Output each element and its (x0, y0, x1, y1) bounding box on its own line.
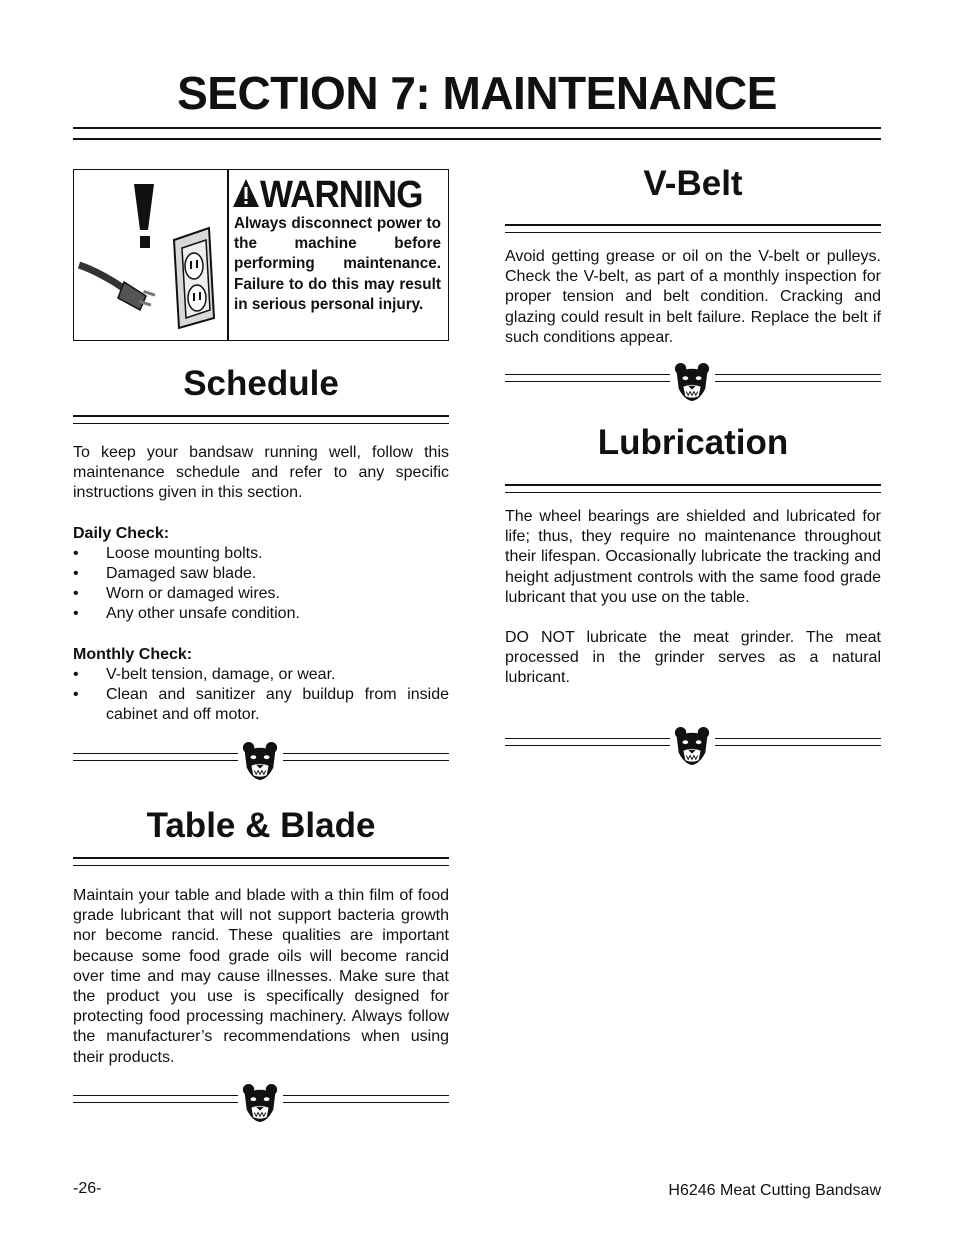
plug-outlet-illustration (74, 170, 227, 340)
bear-logo-icon (673, 726, 711, 766)
bear-divider (73, 744, 449, 774)
bear-logo-icon (241, 741, 279, 781)
vbelt-text: Avoid getting grease or oil on the V-belt or pulleys. Check the V-belt, as part of a monthly inspection for proper tension and belt condition. Cracking and glazing could result in belt failure. Replace the belt if such conditions appear. (505, 248, 881, 346)
lubrication-rule (505, 484, 881, 493)
lubrication-body (505, 507, 881, 689)
warning-heading (232, 172, 447, 216)
lubrication-text-1: The wheel bearings are shielded and lubricated for life; thus, they require no maintenance throughout their lifespan. Occasionally lubricate the tracking and height adjustment controls with the same food grade lubricant that you use on the table. (505, 508, 881, 606)
title-rule (73, 127, 881, 140)
warning-text: Always disconnect power to the machine before performing maintenance. Failure to do this may result in serious personal injury. (234, 215, 441, 313)
schedule-rule (73, 415, 449, 424)
list-item: • Worn or damaged wires. (73, 584, 449, 604)
vbelt-heading: V-Belt (643, 164, 743, 203)
bear-logo-icon (241, 1083, 279, 1123)
vbelt-rule (505, 224, 881, 233)
warning-divider (227, 170, 229, 340)
bear-divider (73, 1086, 449, 1116)
page-number: -26- (73, 1180, 102, 1197)
daily-check-list (73, 544, 449, 625)
bear-logo-icon (673, 362, 711, 402)
lubrication-heading: Lubrication (597, 423, 789, 462)
warning-box (73, 169, 449, 341)
schedule-heading: Schedule (183, 364, 339, 403)
lubrication-text-2: DO NOT lubricate the meat grinder. The meat processed in the grinder serves as a natural lubricant. (505, 629, 881, 687)
list-item: • Loose mounting bolts. (73, 544, 449, 564)
list-item: • V-belt tension, damage, or wear. (73, 665, 449, 685)
footer-title: H6246 Meat Cutting Bandsaw (668, 1182, 881, 1199)
list-item: • Clean and sanitizer any buildup from inside cabinet and off motor. (73, 685, 449, 725)
plug-icon (74, 170, 227, 340)
table-blade-rule (73, 857, 449, 866)
table-blade-heading: Table & Blade (146, 806, 376, 845)
schedule-intro: To keep your bandsaw running well, follow this maintenance schedule and refer to any specific instructions given in this section. (73, 444, 449, 502)
monthly-check-list (73, 665, 449, 726)
table-blade-text: Maintain your table and blade with a thin film of food grade lubricant that will not support bacteria growth nor become rancid. These qualities are important because some food grade oils will become rancid over time and may cause illnesses. Make sure that the product you use is specifically designed for protecting food processing machinery. Always follow the manufacturer’s recommendations when using their products. (73, 887, 449, 1066)
bear-divider (505, 365, 881, 395)
page-title: SECTION 7: MAINTENANCE (177, 67, 777, 119)
monthly-check-label: Monthly Check: (73, 645, 193, 663)
bear-divider (505, 729, 881, 759)
daily-check-label: Daily Check: (73, 524, 170, 542)
warning-heading-text: WARNING (260, 174, 423, 216)
schedule-body (73, 443, 449, 725)
list-item: • Any other unsafe condition. (73, 604, 449, 624)
warning-triangle-icon (232, 178, 260, 208)
list-item: • Damaged saw blade. (73, 564, 449, 584)
